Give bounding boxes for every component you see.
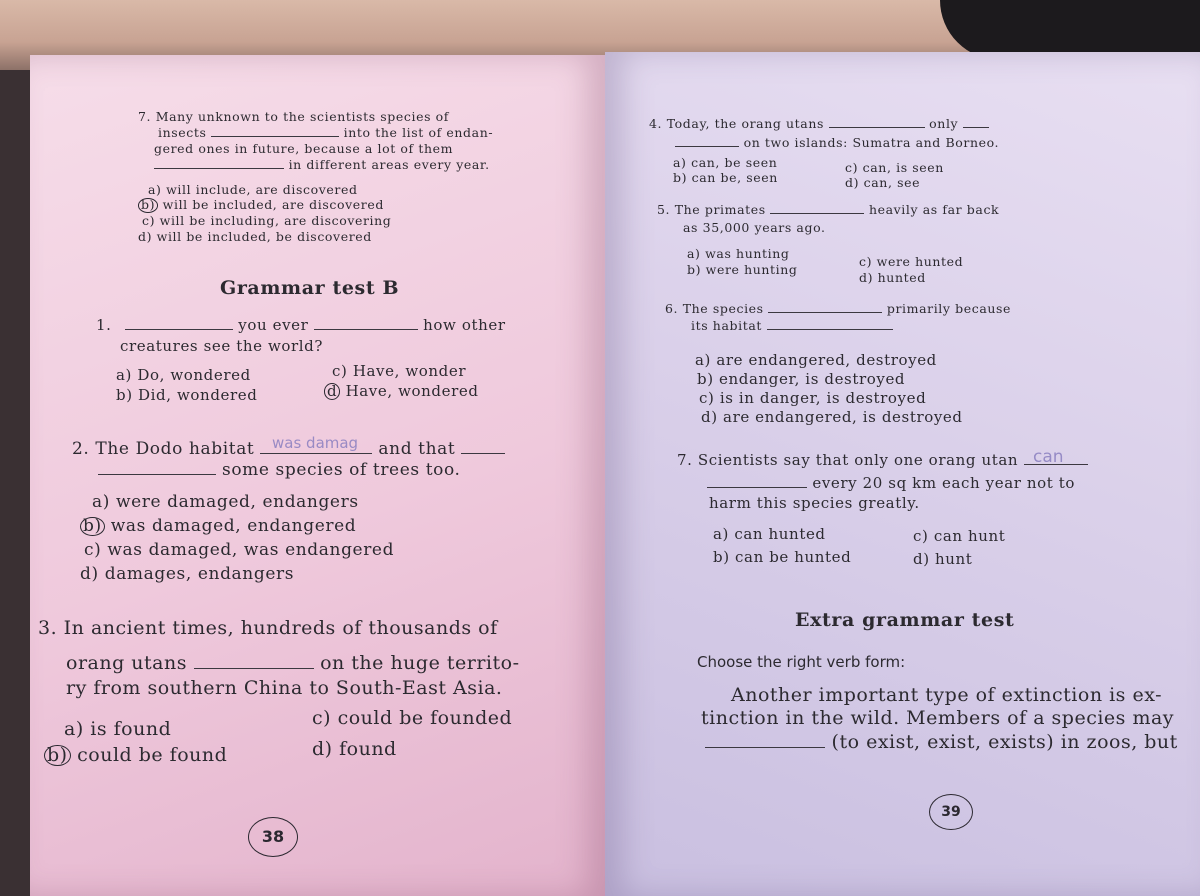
q2-option-b[interactable] xyxy=(80,516,356,536)
q1-line2: creatures see the world? xyxy=(120,337,324,355)
q1-number: 1. xyxy=(96,316,112,334)
q6-option-c[interactable]: c) is in danger, is destroyed xyxy=(699,389,927,407)
q7-option-a[interactable]: a) will include, are discovered xyxy=(148,182,358,197)
page-number-left: 38 xyxy=(248,817,298,857)
q4-line2-text: on two islands: Sumatra and Borneo. xyxy=(743,135,1000,150)
q7r-option-a[interactable]: a) can hunted xyxy=(713,525,826,543)
q3-line2-start: orang utans xyxy=(66,652,187,674)
q4-line1 xyxy=(649,116,989,131)
q6-line2-text: its habitat xyxy=(691,318,763,333)
q3-line2-end: on the huge territo- xyxy=(320,652,520,674)
q2-blank3[interactable] xyxy=(98,474,216,475)
q4-option-a[interactable]: a) can, be seen xyxy=(673,155,778,170)
q5-option-c[interactable]: c) were hunted xyxy=(859,254,964,269)
q1-blank2[interactable] xyxy=(314,329,418,330)
q7-line4-text: in different areas every year. xyxy=(288,157,490,172)
q1-option-d-text: Have, wondered xyxy=(345,382,479,400)
q2-option-a[interactable]: a) were damaged, endangers xyxy=(92,492,359,512)
q6-line1-start: 6. The species xyxy=(665,301,764,316)
handwritten-answer: can xyxy=(1033,447,1064,467)
q5-line2: as 35,000 years ago. xyxy=(683,220,826,235)
q3-option-a[interactable]: a) is found xyxy=(64,718,172,740)
q1-mid-text: you ever xyxy=(238,316,309,334)
q7-option-d[interactable]: d) will be included, be discovered xyxy=(138,229,372,244)
q7r-blank2[interactable] xyxy=(707,487,807,488)
q2-line1-end: and that xyxy=(378,439,456,459)
q6-line1 xyxy=(665,301,1011,316)
q7-line2 xyxy=(158,125,493,140)
extra-grammar-test-heading: Extra grammar test xyxy=(795,609,1015,631)
q2-line2 xyxy=(98,460,461,480)
q4-line1-text: 4. Today, the orang utans xyxy=(649,116,825,131)
q7-line2-start: insects xyxy=(158,125,207,140)
q4-blank3[interactable] xyxy=(675,146,739,147)
left-page xyxy=(30,55,605,896)
q2-blank2[interactable] xyxy=(461,453,505,454)
q1-option-c[interactable]: c) Have, wonder xyxy=(332,362,467,380)
q4-blank2[interactable] xyxy=(963,127,989,128)
q5-option-d[interactable]: d) hunted xyxy=(859,270,926,285)
q3-line3: ry from southern China to South-East Asia. xyxy=(66,677,503,699)
q3-line1: 3. In ancient times, hundreds of thousands of xyxy=(38,617,498,639)
q7r-line2-text: every 20 sq km each year not to xyxy=(812,474,1076,492)
q5-option-b[interactable]: b) were hunting xyxy=(687,262,798,277)
handwritten-answer: was damag xyxy=(272,434,359,452)
q3-line2 xyxy=(66,652,519,674)
q6-option-b[interactable]: b) endanger, is destroyed xyxy=(697,370,906,388)
q4-only: only xyxy=(929,116,959,131)
paragraph-line2: tinction in the wild. Members of a species may xyxy=(701,707,1175,729)
q4-blank1[interactable] xyxy=(829,127,925,128)
q1-option-d[interactable] xyxy=(324,382,479,400)
exercise-blank[interactable] xyxy=(705,747,825,748)
paragraph-line1: Another important type of extinction is ex- xyxy=(731,684,1163,706)
q7r-option-b[interactable]: b) can be hunted xyxy=(713,548,852,566)
q1-option-a[interactable]: a) Do, wondered xyxy=(116,366,251,384)
q2-line2-text: some species of trees too. xyxy=(222,460,461,480)
q5-option-a[interactable]: a) was hunting xyxy=(687,246,790,261)
q1-end-text: how other xyxy=(423,316,506,334)
q6-line2 xyxy=(691,318,893,333)
q6-line1-end: primarily because xyxy=(886,301,1012,316)
q3-blank[interactable] xyxy=(194,668,314,669)
q7r-line3: harm this species greatly. xyxy=(709,494,920,512)
dark-object xyxy=(940,0,1200,60)
q2-option-b-text: was damaged, endangered xyxy=(110,516,357,536)
q7-line4 xyxy=(154,157,490,172)
q7r-option-c[interactable]: c) can hunt xyxy=(913,527,1006,545)
instruction: Choose the right verb form: xyxy=(697,653,906,671)
q7r-option-d[interactable]: d) hunt xyxy=(913,550,973,568)
q3-option-b-text: could be found xyxy=(77,744,228,766)
q2-line1-start: 2. The Dodo habitat xyxy=(72,439,255,459)
q6-option-d[interactable]: d) are endangered, is destroyed xyxy=(701,408,963,426)
q4-option-b[interactable]: b) can be, seen xyxy=(673,170,778,185)
q3-option-b[interactable] xyxy=(44,744,227,766)
q6-blank2[interactable] xyxy=(767,329,893,330)
right-page xyxy=(605,52,1200,896)
q7-blank2[interactable] xyxy=(154,168,284,169)
q5-line1-end: heavily as far back xyxy=(868,202,1000,217)
q2-option-d[interactable]: d) damages, endangers xyxy=(80,564,295,584)
q7-line1: 7. Many unknown to the scientists species of xyxy=(138,109,450,124)
q2-blank1[interactable] xyxy=(260,453,372,454)
q4-line2 xyxy=(675,135,999,150)
q7-option-c[interactable]: c) will be including, are discovering xyxy=(142,213,392,228)
answer-circle: b) xyxy=(138,198,158,213)
q7r-line1 xyxy=(677,451,1088,469)
q7-blank1[interactable] xyxy=(211,136,339,137)
q1-blank1[interactable] xyxy=(125,329,233,330)
q7r-line1-text: 7. Scientists say that only one orang utan xyxy=(677,451,1019,469)
grammar-test-b-heading: Grammar test B xyxy=(220,277,400,299)
answer-circle: d xyxy=(324,383,340,400)
q3-option-c[interactable]: c) could be founded xyxy=(312,707,513,729)
q6-blank1[interactable] xyxy=(768,312,882,313)
page-number-right: 39 xyxy=(929,794,973,830)
q5-blank[interactable] xyxy=(770,213,864,214)
q5-line1-start: 5. The primates xyxy=(657,202,766,217)
q7-option-b-text: will be included, are discovered xyxy=(162,197,384,212)
answer-circle: b) xyxy=(44,745,71,766)
q2-option-c[interactable]: c) was damaged, was endangered xyxy=(84,540,395,560)
q4-option-c[interactable]: c) can, is seen xyxy=(845,160,944,175)
paragraph-line3 xyxy=(705,731,1178,753)
q7r-line2 xyxy=(707,474,1075,492)
q1-line1 xyxy=(96,316,506,334)
q7-line3: gered ones in future, because a lot of them xyxy=(154,141,454,156)
q3-option-d[interactable]: d) found xyxy=(312,738,397,760)
q1-option-b[interactable]: b) Did, wondered xyxy=(116,386,258,404)
q7-line2-end: into the list of endan- xyxy=(343,125,494,140)
paragraph-line3-text: (to exist, exist, exists) in zoos, but xyxy=(831,731,1178,753)
q4-option-d[interactable]: d) can, see xyxy=(845,175,921,190)
answer-circle: b) xyxy=(80,517,105,536)
q6-option-a[interactable]: a) are endangered, destroyed xyxy=(695,351,937,369)
q5-line1 xyxy=(657,202,999,217)
q7-option-b[interactable] xyxy=(138,197,384,213)
